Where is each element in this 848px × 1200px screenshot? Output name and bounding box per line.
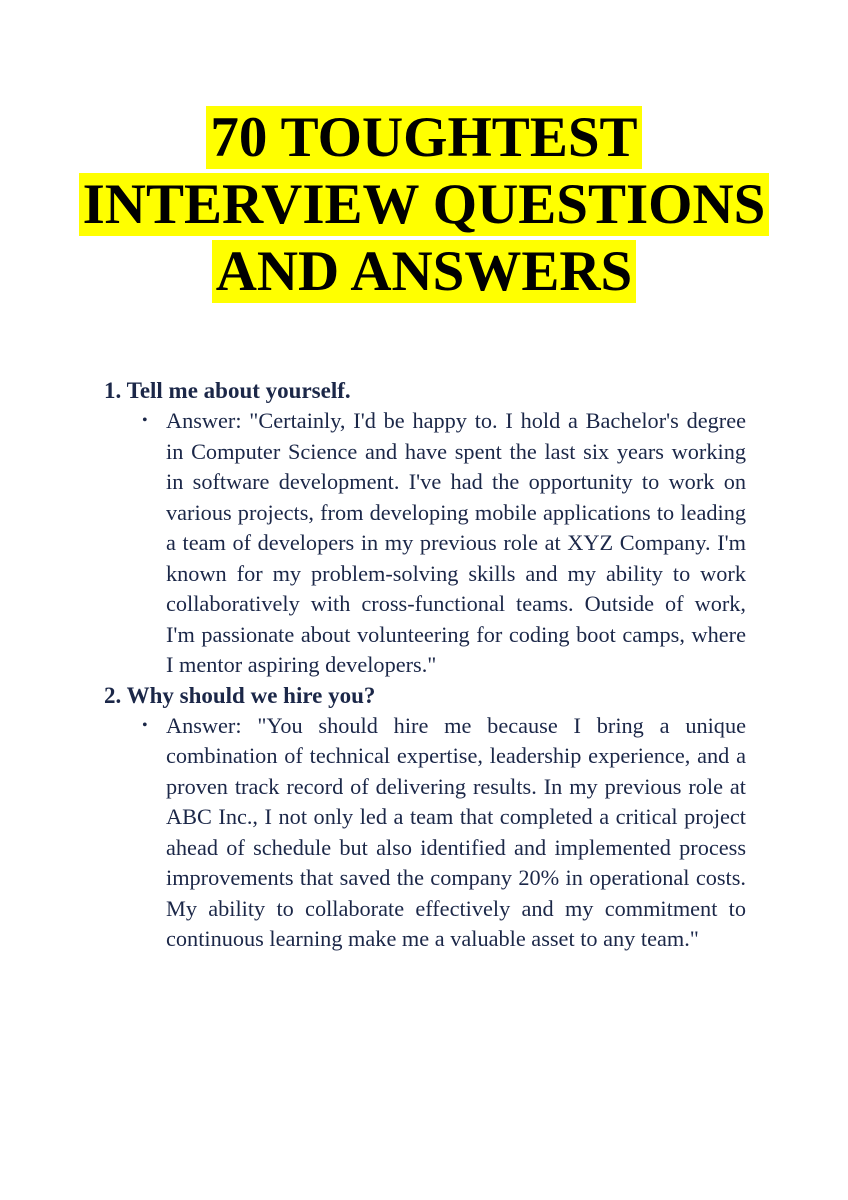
answer-text: Answer: "Certainly, I'd be happy to. I hold a Bachelor's degree in Computer Science and have spent the last six years working in software development. I've had the opportunity to work on various projects, from developing mobile applications to leading a team of developers in my previous role at XYZ Company. I'm known for my problem-solving skills and my ability to work collaboratively with cross-functional teams. Outside of work, I'm passionate about volunteering for coding boot camps, where I mentor aspiring developers." (166, 408, 746, 677)
qa-list (104, 376, 746, 955)
answer-text: Answer: "You should hire me because I bring a unique combination of technical expertise, leadership experience, and a proven track record of delivering results. In my previous role at ABC Inc., I not only led a team that completed a critical project ahead of schedule but also identified and implemented process improvements that saved the company 20% in operational costs. My ability to collaborate effectively and my commitment to continuous learning make me a valuable asset to any team." (166, 712, 746, 951)
answer-item (142, 406, 746, 681)
title-line: 70 TOUGHTEST (206, 106, 641, 169)
bullet-icon: • (142, 716, 148, 734)
title-line: AND ANSWERS (212, 240, 637, 303)
question-heading: 2. Why should we hire you? (104, 682, 376, 708)
document-title (0, 104, 848, 305)
answer-item (142, 711, 746, 955)
title-line: INTERVIEW QUESTIONS (79, 173, 770, 236)
question-heading: 1. Tell me about yourself. (104, 378, 351, 403)
bullet-icon: • (142, 412, 148, 429)
